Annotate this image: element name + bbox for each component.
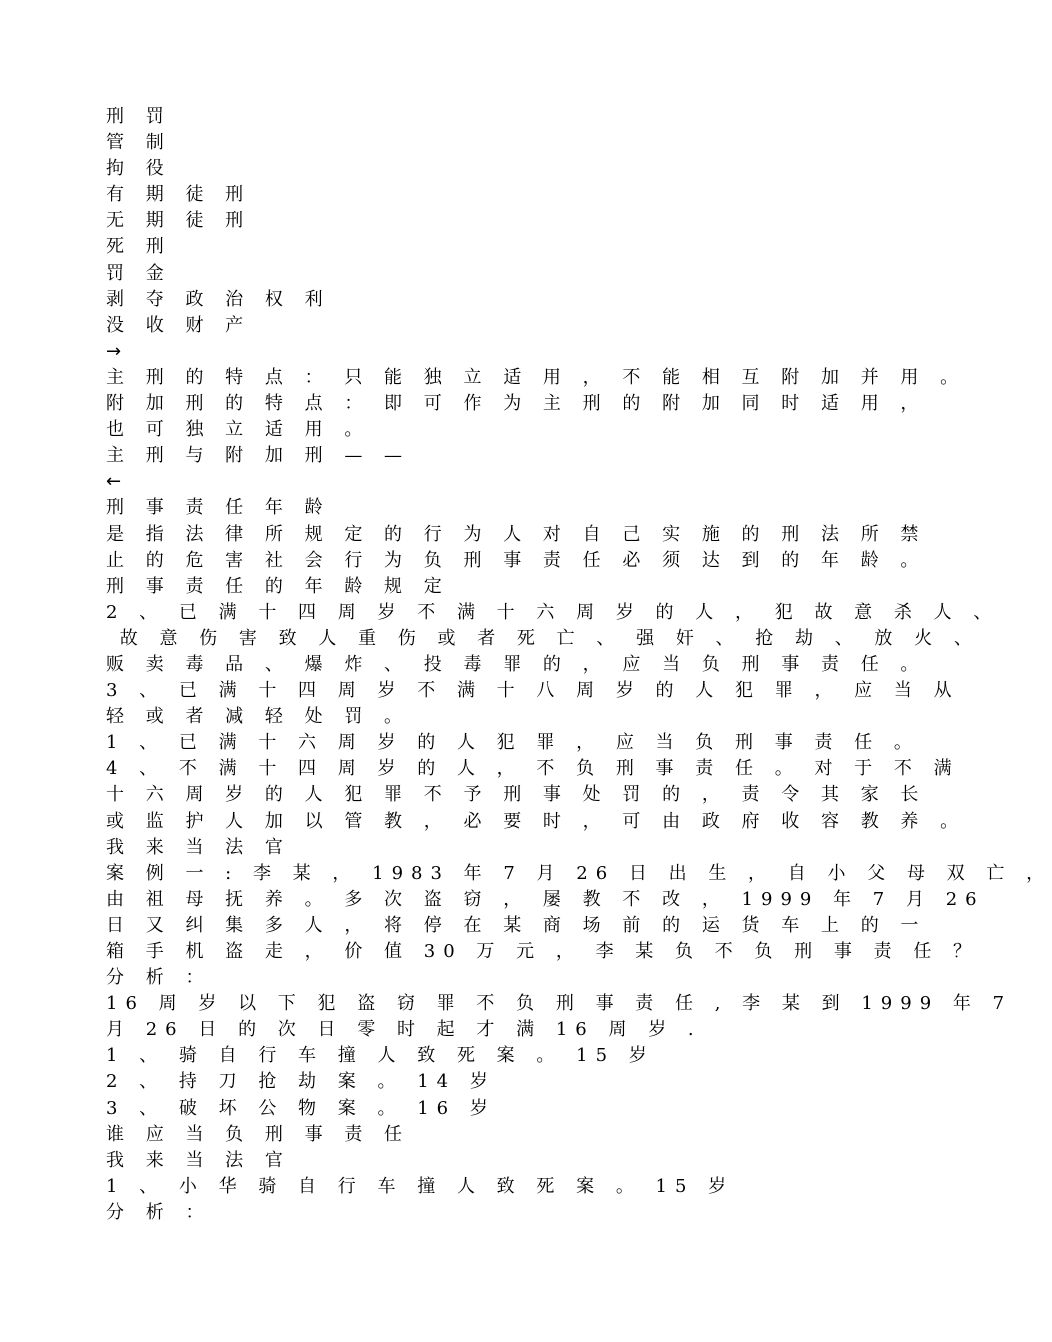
text-line: 管 制 (106, 132, 172, 154)
text-line: 主 刑 与 附 加 刑 — — (106, 445, 411, 467)
text-line: 十 六 周 岁 的 人 犯 罪 不 予 刑 事 处 罚 的 ， 责 令 其 家 长 (106, 784, 927, 806)
text-line: 没 收 财 产 (106, 314, 252, 336)
text-line: 2 、 已 满 十 四 周 岁 不 满 十 六 周 岁 的 人 ， 犯 故 意 杀 人 、 (106, 601, 1000, 623)
text-line: 也 可 独 立 适 用 。 (106, 419, 371, 441)
text-line: 罚 金 (106, 262, 172, 284)
text-line: 附 加 刑 的 特 点 ： 即 可 作 为 主 刑 的 附 加 同 时 适 用 ， (106, 393, 927, 415)
text-line: 或 监 护 人 加 以 管 教 ， 必 要 时 ， 可 由 政 府 收 容 教 养 。 (106, 810, 967, 832)
text-line: 故 意 伤 害 致 人 重 伤 或 者 死 亡 、 强 奸 、 抢 劫 、 放 火 、 (106, 627, 980, 649)
text-line: 16 周 岁 以 下 犯 盗 窃 罪 不 负 刑 事 责 任 , 李 某 到 1999 年 7 (106, 993, 1013, 1015)
text-line: 止 的 危 害 社 会 行 为 负 刑 事 责 任 必 须 达 到 的 年 龄 。 (106, 549, 927, 571)
text-line: 1 、 骑 自 行 车 撞 人 致 死 案 。 15 岁 (106, 1045, 655, 1067)
text-line: 主 刑 的 特 点 ： 只 能 独 立 适 用 ， 不 能 相 互 附 加 并 用 。 (106, 366, 967, 388)
section-heading: 我 来 当 法 官 (106, 836, 291, 858)
arrow-right-icon: → (106, 340, 122, 362)
text-line: 分 析 ： (106, 967, 212, 989)
arrow-left-icon: ← (106, 471, 122, 493)
text-line: 分 析 ： (106, 1201, 212, 1223)
text-line: 日 又 纠 集 多 人 ， 将 停 在 某 商 场 前 的 运 货 车 上 的 一 (106, 914, 927, 936)
text-line: 4 、 不 满 十 四 周 岁 的 人 ， 不 负 刑 事 责 任 。 对 于 不 满 (106, 758, 960, 780)
text-line: 3 、 破 坏 公 物 案 。 16 岁 (106, 1097, 496, 1119)
document-body (106, 104, 1052, 1226)
text-line: 轻 或 者 减 轻 处 罚 。 (106, 706, 411, 728)
section-heading: 刑 事 责 任 年 龄 (106, 497, 331, 519)
text-line: 箱 手 机 盗 走 ， 价 值 30 万 元 ， 李 某 负 不 负 刑 事 责 任 ？ (106, 941, 980, 962)
text-line: 是 指 法 律 所 规 定 的 行 为 人 对 自 己 实 施 的 刑 法 所 禁 (106, 523, 927, 545)
text-line: 1 、 小 华 骑 自 行 车 撞 人 致 死 案 。 15 岁 (106, 1175, 735, 1197)
text-line: 月 26 日 的 次 日 零 时 起 才 满 16 周 岁 . (106, 1019, 702, 1041)
text-line: 3 、 已 满 十 四 周 岁 不 满 十 八 周 岁 的 人 犯 罪 ， 应 当 从 (106, 680, 960, 702)
text-line: 案 例 一 : 李 某 ， 1983 年 7 月 26 日 出 生 ， 自 小 父 母 双 亡 ， (106, 862, 1052, 884)
text-line: 1 、 已 满 十 六 周 岁 的 人 犯 罪 ， 应 当 负 刑 事 责 任 。 (106, 732, 920, 754)
text-line: 2 、 持 刀 抢 劫 案 。 14 岁 (106, 1071, 496, 1093)
text-line: 刑 罚 (106, 106, 172, 127)
text-line: 贩 卖 毒 品 、 爆 炸 、 投 毒 罪 的 ， 应 当 负 刑 事 责 任 。 (106, 653, 927, 675)
text-line: 由 祖 母 抚 养 。 多 次 盗 窃 ， 屡 教 不 改 ， 1999 年 7 月 26 (106, 888, 985, 910)
section-heading: 我 来 当 法 官 (106, 1149, 291, 1171)
section-heading: 刑 事 责 任 的 年 龄 规 定 (106, 575, 450, 597)
text-line: 无 期 徒 刑 (106, 210, 252, 232)
text-line: 有 期 徒 刑 (106, 184, 252, 206)
text-line: 死 刑 (106, 236, 172, 258)
text-line: 拘 役 (106, 158, 172, 180)
text-line: 剥 夺 政 治 权 利 (106, 288, 331, 310)
section-heading: 谁 应 当 负 刑 事 责 任 (106, 1123, 411, 1145)
